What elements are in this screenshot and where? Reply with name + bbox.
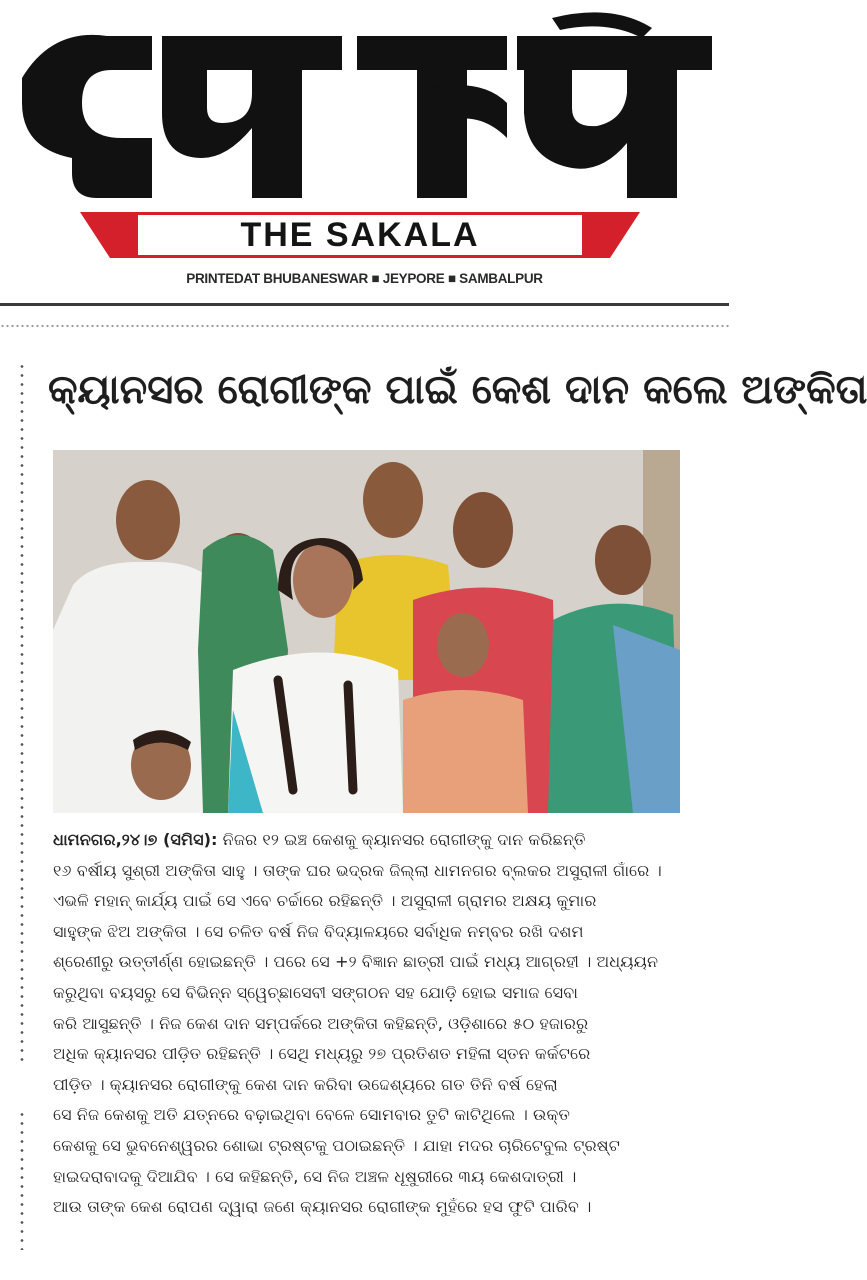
- article-line: ସାହୁଙ୍କ ଝିଅ ଅଙ୍କିତା । ସେ ଚଳିତ ବର୍ଷ ନିଜ ବିଦ୍ୟାଳୟରେ ସର୍ବାଧିକ ନମ୍ବର ରଖି ଦଶମ: [53, 921, 584, 941]
- article-line-1: [53, 825, 683, 856]
- dotted-divider: [0, 323, 729, 329]
- masthead-divider: [0, 303, 729, 306]
- article-line: ଅଧିକ କ୍ୟାନସର ପୀଡ଼ିତ ରହିଛନ୍ତି । ସେଥି ମଧ୍ୟରୁ ୨୭ ପ୍ରତିଶତ ମହିଳା ସ୍ତନ କର୍କଟରେ: [53, 1044, 591, 1064]
- article-line: ଏଭଳି ମହାନ୍ କାର୍ଯ୍ୟ ପାଇଁ ସେ ଏବେ ଚର୍ଚ୍ଚାରେ ରହିଛନ୍ତି । ଅସୁରାଳୀ ଗ୍ରାମର ଅକ୍ଷୟ କୁମାର: [53, 891, 597, 911]
- subtitle-text: THE SAKALA: [240, 216, 480, 254]
- newspaper-logo: [12, 8, 717, 208]
- article-line: ସେ ନିଜ କେଶକୁ ଅତି ଯତ୍ନରେ ବଢ଼ାଇଥିବା ବେଳେ ସୋମବାର ତୁଟି କାଟିଥିଲେ । ଉକ୍ତ: [53, 1105, 571, 1125]
- article-headline: କ୍ୟାନସର ରୋଗୀଙ୍କ ପାଇଁ କେଶ ଦାନ କଲେ ଅଙ୍କିତା: [48, 367, 867, 413]
- article-line: ୧୬ ବର୍ଷୀୟ ସୁଶ୍ରୀ ଅଙ୍କିତା ସାହୁ । ତାଙ୍କ ଘର ଭଦ୍ରକ ଜିଲ୍ଲା ଧାମନଗର ବ୍ଲକର ଅସୁରାଳୀ ଗାଁରେ ।: [53, 860, 662, 880]
- article-line: ପୀଡ଼ିତ । କ୍ୟାନସର ରୋଗୀଙ୍କୁ କେଶ ଦାନ କରିବା ଉଦ୍ଦେଶ୍ୟରେ ଗତ ତିନି ବର୍ଷ ହେଲା: [53, 1074, 558, 1094]
- article-line: ହାଇଦରାବାଦକୁ ଦିଆଯିବ । ସେ କହିଛନ୍ତି, ସେ ନିଜ ଅଞ୍ଚଳ ଧୂଷୁରୀରେ ୩ୟ କେଶଦାତ୍ରୀ ।: [53, 1166, 577, 1186]
- article-text: ନିଜର ୧୨ ଇଞ୍ଚ କେଶକୁ କ୍ୟାନସର ରୋଗୀଙ୍କୁ ଦାନ କରିଛନ୍ତି: [222, 830, 586, 849]
- family-group-photo: [53, 450, 680, 813]
- column-dotted-rule-lower: [20, 1110, 24, 1250]
- masthead: [0, 0, 729, 300]
- printed-at-line: PRINTEDAT BHUBANESWAR ■ JEYPORE ■ SAMBALPUR: [186, 271, 543, 286]
- article-line: କରି ଆସୁଛନ୍ତି । ନିଜ କେଶ ଦାନ ସମ୍ପର୍କରେ ଅଙ୍କିତା କହିଛନ୍ତି, ଓଡ଼ିଶାରେ ୫୦ ହଜାରରୁ: [53, 1013, 589, 1033]
- dateline: ଧାମନଗର,୨୪।୭ (ସମିସ):: [53, 830, 218, 849]
- article-body: [53, 825, 683, 1223]
- article-line: ଶ୍ରେଣୀରୁ ଉତ୍ତୀର୍ଣ୍ଣ ହୋଇଛନ୍ତି । ପରେ ସେ +୨ ବିଜ୍ଞାନ ଛାତ୍ରୀ ପାଇଁ ମଧ୍ୟ ଆଗ୍ରହୀ । ଅଧ୍ୟୟନ: [53, 952, 659, 972]
- article-line: କେଶକୁ ସେ ଭୁବନେଶ୍ୱରର ଶୋଭା ଟ୍ରଷ୍ଟକୁ ପଠାଇଛନ୍ତି । ଯାହା ମଦର ଚାରିଟେବୁଲ ଟ୍ରଷ୍ଟ: [53, 1135, 620, 1155]
- article-line: କରୁଥିବା ବୟସରୁ ସେ ବିଭିନ୍ନ ସ୍ୱେଚ୍ଛାସେବୀ ସଙ୍ଗଠନ ସହ ଯୋଡ଼ି ହୋଇ ସମାଜ ସେବା: [53, 982, 578, 1002]
- column-dotted-rule: [20, 362, 24, 1062]
- article-line: ଆଉ ତାଙ୍କ କେଶ ରୋପଣ ଦ୍ୱାରା ଜଣେ କ୍ୟାନସର ରୋଗୀଙ୍କ ମୁହଁରେ ହସ ଫୁଟି ପାରିବ ।: [53, 1197, 592, 1217]
- article-photo: [53, 450, 680, 813]
